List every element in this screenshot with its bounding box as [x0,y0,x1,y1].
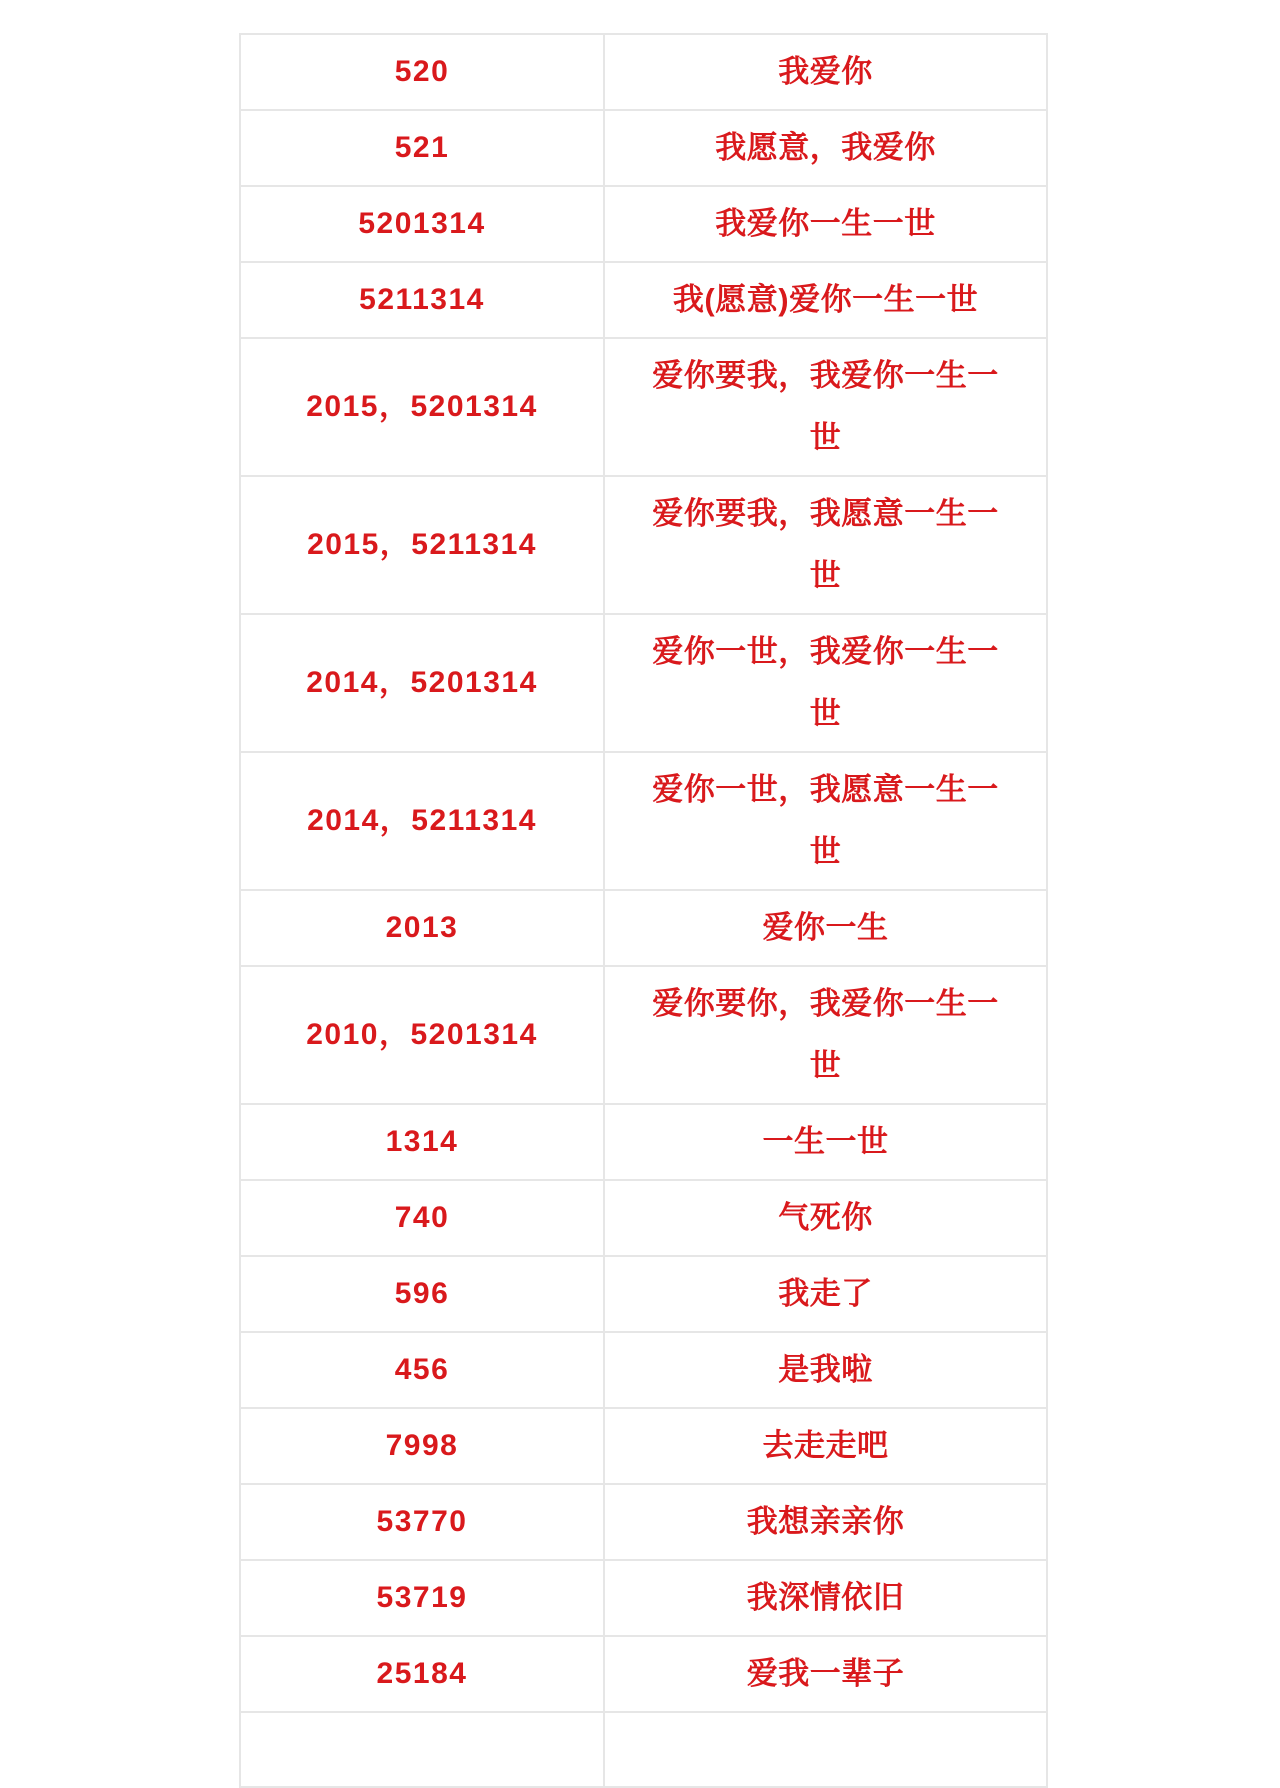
number-code-cell: 456 [240,1332,604,1408]
table-row [240,1332,1047,1408]
meaning-cell: 爱你一世，我爱你一生一世 [604,614,1047,752]
table-row [240,186,1047,262]
meaning-cell: 我走了 [604,1256,1047,1332]
meaning-cell: 是我啦 [604,1332,1047,1408]
number-code-cell: 2015，5211314 [240,476,604,614]
meaning-cell: 爱你要你，我爱你一生一世 [604,966,1047,1104]
meaning-cell: 爱你一世，我愿意一生一世 [604,752,1047,890]
table-row [240,1256,1047,1332]
table-row [240,1636,1047,1712]
table-row [240,890,1047,966]
table-row [240,752,1047,890]
number-code-cell [240,1712,604,1787]
meaning-cell: 爱你要我，我爱你一生一世 [604,338,1047,476]
table-row [240,476,1047,614]
number-meaning-table [239,33,1048,1788]
table-row [240,1104,1047,1180]
number-code-cell: 520 [240,34,604,110]
number-code-cell: 740 [240,1180,604,1256]
number-code-cell: 1314 [240,1104,604,1180]
number-code-cell: 521 [240,110,604,186]
meaning-cell: 气死你 [604,1180,1047,1256]
table-row [240,338,1047,476]
meaning-cell: 爱你一生 [604,890,1047,966]
meaning-cell: 我爱你 [604,34,1047,110]
meaning-cell: 我深情依旧 [604,1560,1047,1636]
number-code-cell: 2014，5211314 [240,752,604,890]
meaning-cell: 爱你要我，我愿意一生一世 [604,476,1047,614]
number-code-cell: 53719 [240,1560,604,1636]
table-row [240,262,1047,338]
number-code-cell: 2014，5201314 [240,614,604,752]
number-code-cell: 5201314 [240,186,604,262]
table-row [240,110,1047,186]
number-code-cell: 5211314 [240,262,604,338]
number-code-cell: 2015，5201314 [240,338,604,476]
meaning-cell: 爱我一辈子 [604,1636,1047,1712]
number-code-cell: 53770 [240,1484,604,1560]
number-code-cell: 7998 [240,1408,604,1484]
meaning-cell [604,1712,1047,1787]
number-code-cell: 596 [240,1256,604,1332]
table-row [240,614,1047,752]
number-code-cell: 2013 [240,890,604,966]
number-meaning-table-container [239,33,1046,1788]
meaning-cell: 我(愿意)爱你一生一世 [604,262,1047,338]
table-row [240,1180,1047,1256]
number-code-cell: 25184 [240,1636,604,1712]
number-code-cell: 2010，5201314 [240,966,604,1104]
table-row [240,966,1047,1104]
table-row [240,1560,1047,1636]
meaning-cell: 去走走吧 [604,1408,1047,1484]
table-row-cut-off [240,1712,1047,1787]
table-row [240,1484,1047,1560]
table-row [240,1408,1047,1484]
meaning-cell: 我想亲亲你 [604,1484,1047,1560]
meaning-cell: 我愿意，我爱你 [604,110,1047,186]
table-row [240,34,1047,110]
meaning-cell: 一生一世 [604,1104,1047,1180]
meaning-cell: 我爱你一生一世 [604,186,1047,262]
